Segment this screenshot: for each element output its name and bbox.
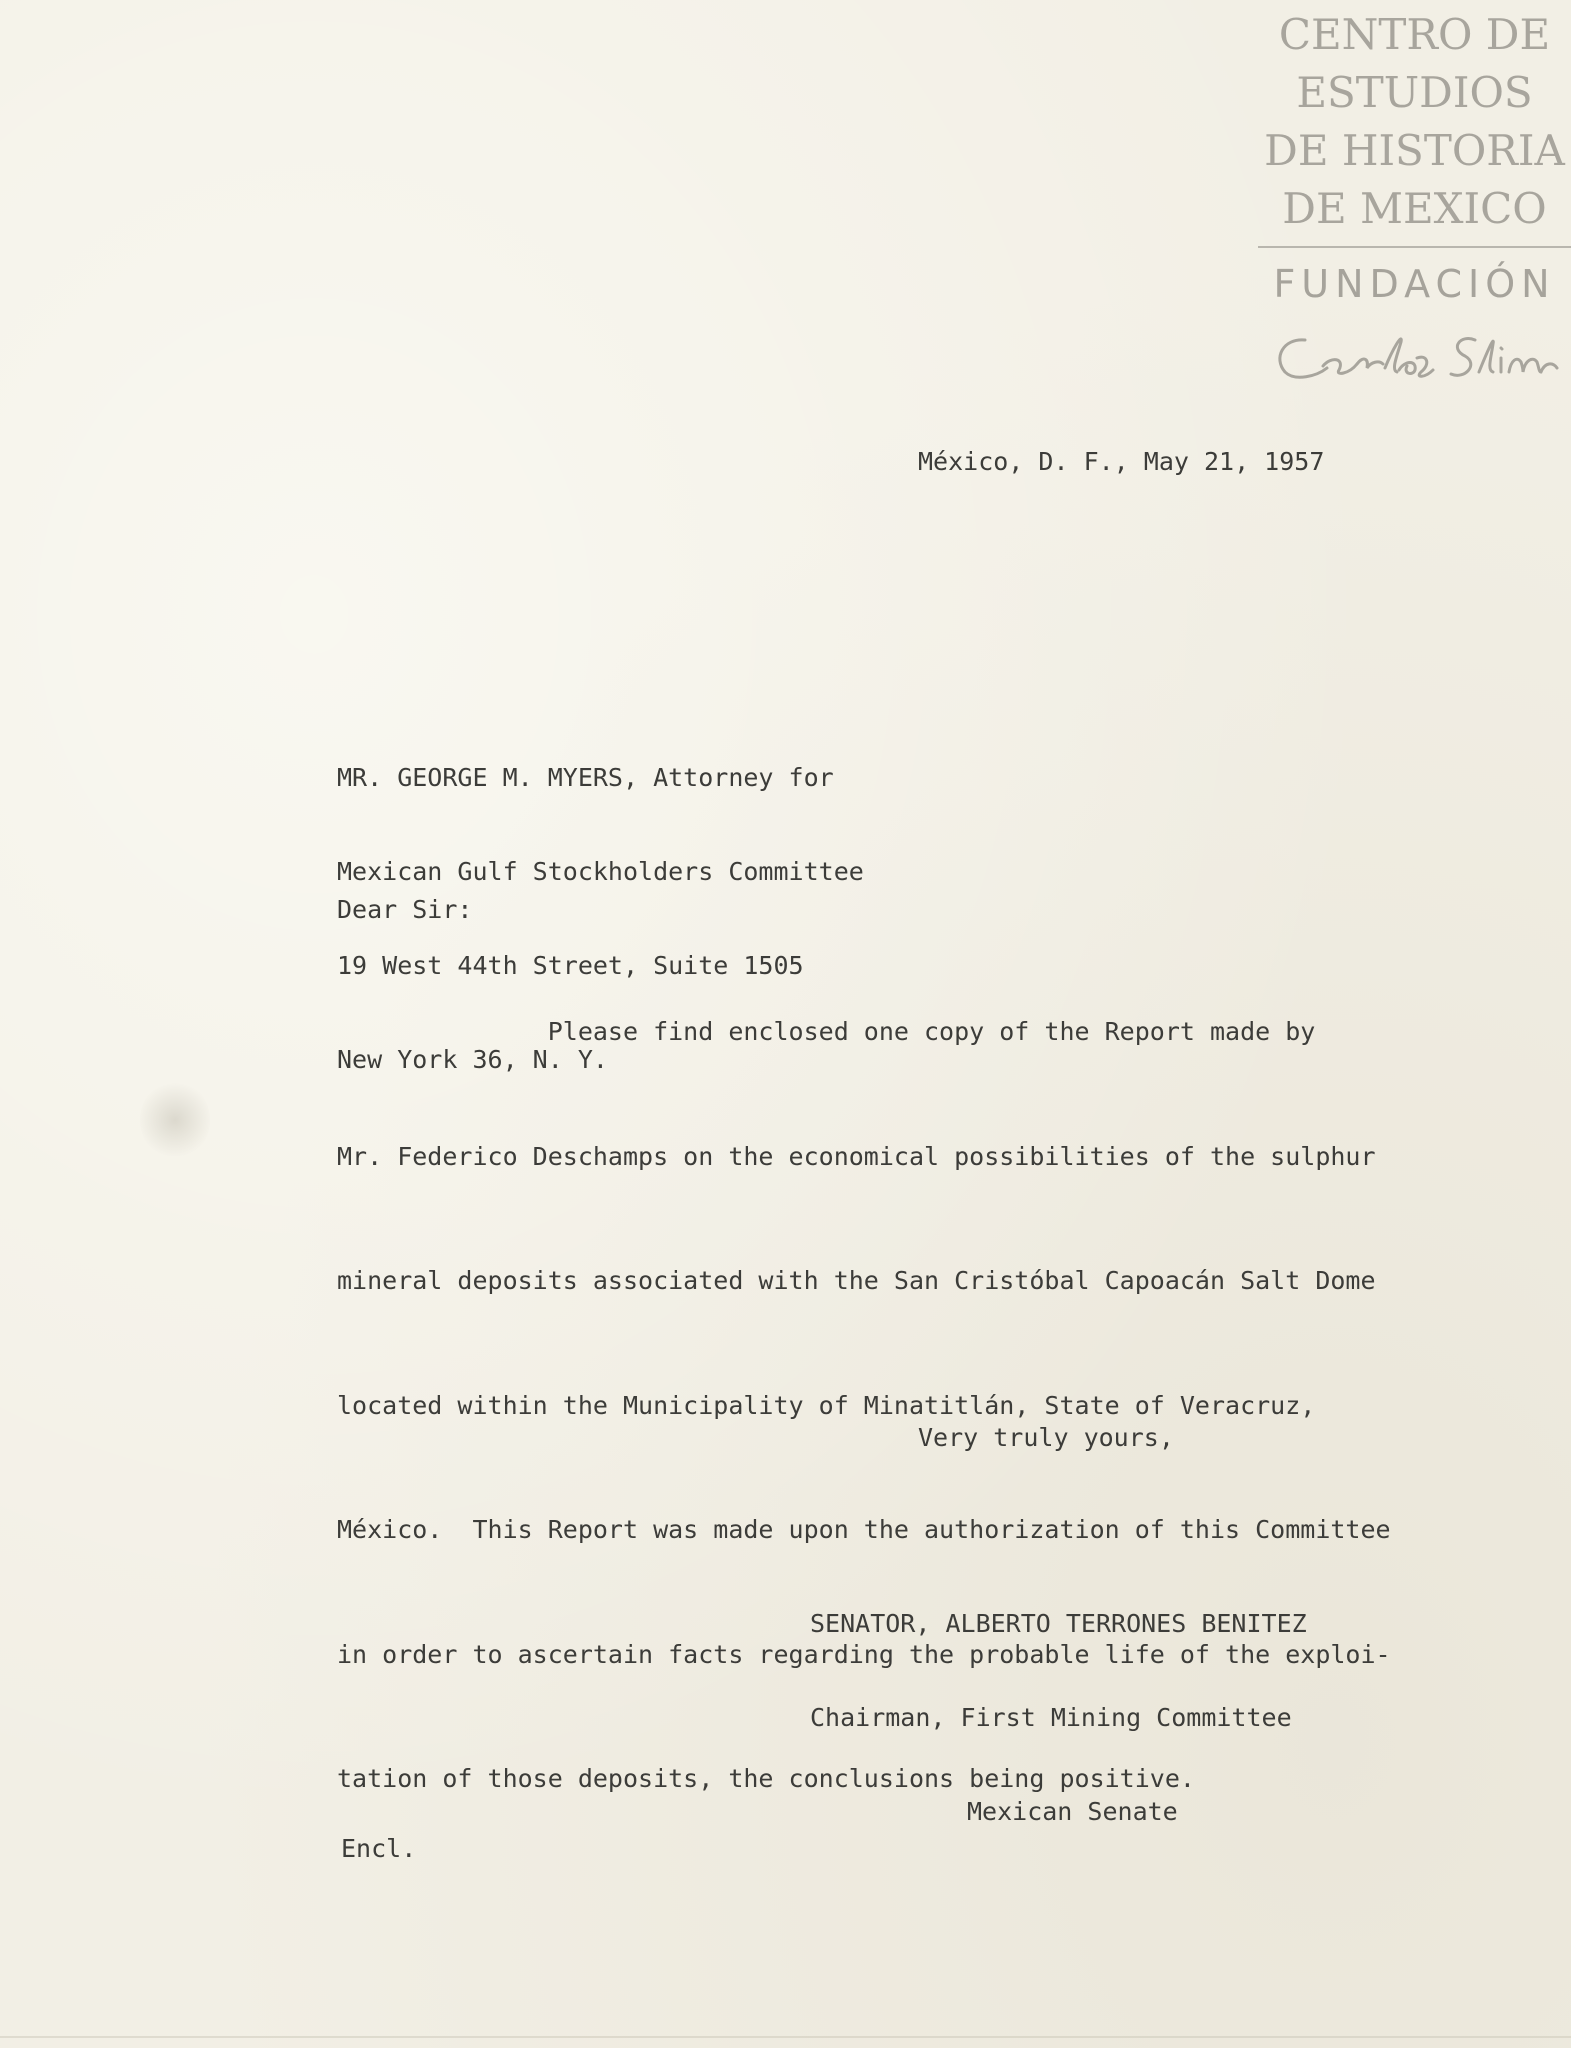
body-line-1: Please find enclosed one copy of the Report made by bbox=[337, 1017, 1316, 1046]
address-line-3: 19 West 44th Street, Suite 1505 bbox=[337, 951, 804, 980]
salutation: Dear Sir: bbox=[337, 895, 473, 924]
watermark-line-4: DE MEXICO bbox=[1282, 184, 1547, 233]
body-line-2: Mr. Federico Deschamps on the economical possibilities of the sulphur bbox=[337, 1141, 1376, 1171]
watermark-fundacion: FUNDACIÓN bbox=[1273, 262, 1556, 306]
watermark-line-3: DE HISTORIA bbox=[1264, 126, 1565, 175]
watermark-line-2: ESTUDIOS bbox=[1296, 68, 1533, 117]
signer-name: SENATOR, ALBERTO TERRONES BENITEZ bbox=[810, 1609, 1307, 1638]
archive-watermark bbox=[1258, 6, 1571, 388]
paper-edge-line bbox=[0, 2036, 1571, 2038]
signer-title: Chairman, First Mining Committee bbox=[810, 1703, 1292, 1732]
letter-date: México, D. F., May 21, 1957 bbox=[918, 447, 1325, 476]
address-line-4: New York 36, N. Y. bbox=[337, 1045, 608, 1074]
signature-block bbox=[810, 1546, 1307, 1890]
watermark-signature-logo bbox=[1265, 318, 1565, 388]
watermark-line-1: CENTRO DE bbox=[1278, 10, 1551, 59]
address-line-1: MR. GEORGE M. MYERS, Attorney for bbox=[337, 763, 834, 792]
body-line-6: in order to ascertain facts regarding the probable life of the exploi- bbox=[337, 1639, 1391, 1669]
paper-smudge bbox=[140, 1080, 210, 1160]
watermark-rule bbox=[1258, 246, 1571, 248]
body-line-7: tation of those deposits, the conclusions being positive. bbox=[337, 1764, 1195, 1793]
address-line-2: Mexican Gulf Stockholders Committee bbox=[337, 857, 864, 886]
enclosure-note: Encl. bbox=[341, 1834, 417, 1863]
body-line-3: mineral deposits associated with the San Cristóbal Capoacán Salt Dome bbox=[337, 1266, 1376, 1295]
letter-closing: Very truly yours, bbox=[918, 1423, 1174, 1452]
signer-organization: Mexican Senate bbox=[967, 1797, 1178, 1826]
body-line-4: located within the Municipality of Minatitlán, State of Veracruz, bbox=[337, 1390, 1316, 1420]
body-line-5: México. This Report was made upon the authorization of this Committee bbox=[337, 1515, 1391, 1544]
